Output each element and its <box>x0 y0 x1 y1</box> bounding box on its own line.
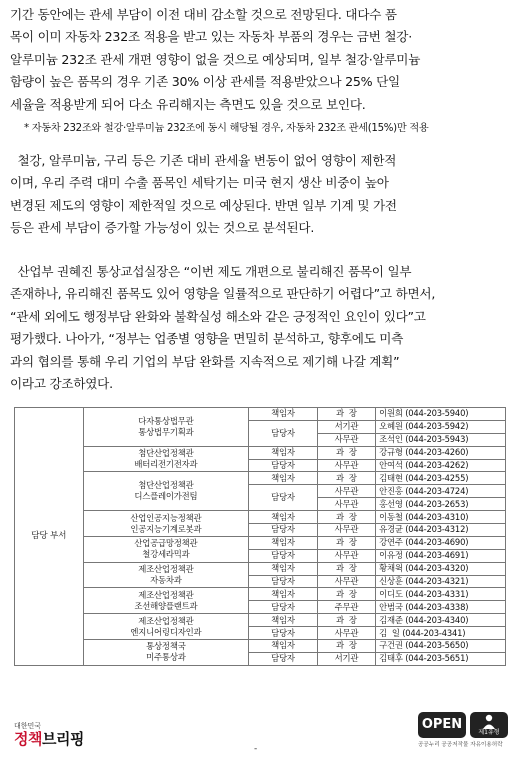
person-cell: 김태후 (044-203-5651) <box>376 652 506 665</box>
role-cell: 담당자 <box>249 601 318 614</box>
text-line: 목이 이미 자동차 232조 적용을 받고 있는 자동차 부품의 경우는 금번 철강· <box>10 29 412 45</box>
position-cell: 사무관 <box>317 627 375 640</box>
text-line: 기간 동안에는 관세 부담이 이전 대비 감소할 것으로 전망된다. 대다수 품 <box>10 7 397 22</box>
office-name: 제조산업정책관 <box>138 615 194 626</box>
person-icon <box>470 712 508 730</box>
paragraph-3 <box>10 261 508 395</box>
role-cell: 책임자 <box>249 511 318 524</box>
position-cell: 사무관 <box>317 498 375 511</box>
contact-row <box>15 472 506 485</box>
contact-row <box>15 446 506 459</box>
paragraph-1 <box>10 4 508 116</box>
office-cell <box>83 536 249 562</box>
office-name: 조선해양플랜트과 <box>134 600 198 611</box>
position-cell: 과 장 <box>317 472 375 485</box>
office-name: 첨단산업정책관 <box>138 480 194 491</box>
role-cell: 담당자 <box>249 652 318 665</box>
logo-word-b: 브리핑 <box>41 730 84 748</box>
person-cell: 이유정 (044-203-4691) <box>376 549 506 562</box>
office-name: 제조산업정책관 <box>138 564 194 575</box>
text-line: 철강, 알루미늄, 구리 등은 기존 대비 관세율 변동이 없어 영향이 제한적 <box>10 153 397 168</box>
office-name: 통상정책국 <box>146 641 186 652</box>
kogl-open-badge <box>418 712 510 752</box>
paragraph-2 <box>10 150 508 240</box>
contact-row <box>15 536 506 549</box>
text-line: 이라고 강조하였다. <box>10 376 113 392</box>
position-cell: 서기관 <box>317 652 375 665</box>
office-name: 제조산업정책관 <box>138 589 194 600</box>
office-cell <box>83 511 249 537</box>
contact-row <box>15 408 506 421</box>
position-cell: 과 장 <box>317 588 375 601</box>
office-name: 인공지능기계로봇과 <box>130 523 202 534</box>
policy-briefing-logo <box>14 722 94 752</box>
page-marker: - <box>254 744 258 754</box>
role-cell: 책임자 <box>249 562 318 575</box>
person-cell: 강규형 (044-203-4260) <box>376 446 506 459</box>
position-cell: 과 장 <box>317 511 375 524</box>
text-line: 등은 관세 부담이 증가할 가능성이 있는 것으로 분석된다. <box>10 220 315 236</box>
role-cell: 책임자 <box>249 536 318 549</box>
person-cell: 김 일 (044-203-4341) <box>376 627 506 640</box>
position-cell: 사무관 <box>317 549 375 562</box>
person-cell: 황채윅 (044-203-4320) <box>376 562 506 575</box>
position-cell: 사무관 <box>317 433 375 446</box>
logo-caption: 대한민국 <box>14 722 42 730</box>
role-cell: 담당자 <box>249 459 318 472</box>
logo-word-a: 정책 <box>14 730 42 748</box>
person-cell: 안범국 (044-203-4338) <box>376 601 506 614</box>
office-name: 엔지니어링디자인과 <box>130 626 202 637</box>
text-line: 산업부 권혜진 통상교섭실장은 “이번 제도 개편으로 불리해진 품목이 일부 <box>10 264 412 279</box>
role-cell: 담당자 <box>249 627 318 640</box>
text-line: 알루미늄 232조 관세 개편 영향이 없을 것으로 예상되며, 일부 철강·알루미늄 <box>10 51 421 67</box>
role-cell: 책임자 <box>249 408 318 421</box>
position-cell: 과 장 <box>317 614 375 627</box>
text-line: 평가했다. 나아가, “정부는 업종별 영향을 면밀히 분석하고, 향후에도 미측 <box>10 331 404 347</box>
type-label: 제1유형 <box>478 729 500 736</box>
text-line: 과의 협의를 통해 우리 기업의 부담 완화를 지속적으로 제기해 나갈 계획” <box>10 353 400 369</box>
office-name: 철강세라믹과 <box>142 549 190 560</box>
office-cell <box>83 446 249 472</box>
contact-table <box>14 407 506 666</box>
text-line: 세율을 적용받게 되어 다소 유리해지는 측면도 있을 것으로 보인다. <box>10 96 366 112</box>
person-cell: 김태현 (044-203-4255) <box>376 472 506 485</box>
position-cell: 사무관 <box>317 459 375 472</box>
role-cell: 담당자 <box>249 420 318 446</box>
office-cell <box>83 640 249 666</box>
position-cell: 서기관 <box>317 420 375 433</box>
person-cell: 이디도 (044-203-4331) <box>376 588 506 601</box>
role-cell: 담당자 <box>249 575 318 588</box>
text-line: 함량이 높은 품목의 경우 기존 30% 이상 관세를 적용받았으나 25% 단일 <box>10 74 400 90</box>
position-cell: 과 장 <box>317 408 375 421</box>
office-name: 통상법무기획과 <box>138 426 194 437</box>
footnote: * 자동차 232조와 철강·알루미늄 232조에 동시 해당될 경우, 자동차 232조 관세(15%)만 적용 <box>24 123 429 134</box>
office-name: 산업공급망정책관 <box>134 538 198 549</box>
text-line: 존재하나, 유리해진 품목도 있어 영향을 일률적으로 판단하기 어렵다”고 하면서, <box>10 286 436 302</box>
dept-label: 담당 부서 <box>15 408 84 666</box>
role-cell: 담당자 <box>249 524 318 537</box>
person-cell: 오혜원 (044-203-5942) <box>376 420 506 433</box>
person-cell: 구건권 (044-203-5650) <box>376 640 506 653</box>
position-cell: 사무관 <box>317 485 375 498</box>
open-mark: OPEN <box>418 712 466 738</box>
contact-row <box>15 640 506 653</box>
role-cell: 책임자 <box>249 640 318 653</box>
logo-wordmark <box>14 730 94 748</box>
person-cell: 안진홍 (044-203-4724) <box>376 485 506 498</box>
office-cell <box>83 588 249 614</box>
office-cell <box>83 472 249 511</box>
contact-table-body <box>15 408 506 666</box>
contact-row <box>15 511 506 524</box>
position-cell: 사무관 <box>317 575 375 588</box>
contact-row <box>15 562 506 575</box>
person-cell: 강연주 (044-203-4690) <box>376 536 506 549</box>
office-cell <box>83 614 249 640</box>
office-cell <box>83 562 249 588</box>
role-cell: 책임자 <box>249 446 318 459</box>
office-name: 배터리전기전자과 <box>134 459 198 470</box>
position-cell: 과 장 <box>317 562 375 575</box>
contact-row <box>15 614 506 627</box>
text-line: 변경된 제도의 영향이 제한적일 것으로 예상된다. 반면 일부 기계 및 가전 <box>10 197 397 213</box>
person-cell: 이동철 (044-203-4310) <box>376 511 506 524</box>
role-cell: 책임자 <box>249 472 318 485</box>
attribution-type-icon <box>470 712 508 738</box>
position-cell: 과 장 <box>317 446 375 459</box>
text-line: “관세 외에도 행정부담 완화와 불확실성 해소와 같은 긍정적인 요인이 있다”고 <box>10 308 426 324</box>
person-cell: 안여석 (044-203-4262) <box>376 459 506 472</box>
office-name: 첨단산업정책관 <box>138 448 194 459</box>
person-cell: 김재준 (044-203-4340) <box>376 614 506 627</box>
role-cell: 책임자 <box>249 614 318 627</box>
office-name: 자동차과 <box>150 575 182 586</box>
person-cell: 홍선영 (044-203-2653) <box>376 498 506 511</box>
contact-row <box>15 588 506 601</box>
position-cell: 주무관 <box>317 601 375 614</box>
badge-caption: 공공누리 공공저작물 자유이용허락 <box>418 742 503 748</box>
person-cell: 신상훈 (044-203-4321) <box>376 575 506 588</box>
office-cell <box>83 408 249 447</box>
position-cell: 과 장 <box>317 640 375 653</box>
office-name: 다자통상법무관 <box>138 415 194 426</box>
position-cell: 과 장 <box>317 536 375 549</box>
role-cell: 담당자 <box>249 485 318 511</box>
office-name: 디스플레이가전팀 <box>134 491 198 502</box>
person-cell: 유경균 (044-203-4312) <box>376 524 506 537</box>
person-cell: 조석인 (044-203-5943) <box>376 433 506 446</box>
office-name: 산업인공지능정책관 <box>130 512 202 523</box>
person-cell: 이원희 (044-203-5940) <box>376 408 506 421</box>
text-line: 이며, 우리 주력 대미 수출 품목인 세탁기는 미국 현지 생산 비중이 높아 <box>10 175 389 191</box>
role-cell: 담당자 <box>249 549 318 562</box>
office-name: 미주통상과 <box>146 652 186 663</box>
position-cell: 사무관 <box>317 524 375 537</box>
role-cell: 책임자 <box>249 588 318 601</box>
